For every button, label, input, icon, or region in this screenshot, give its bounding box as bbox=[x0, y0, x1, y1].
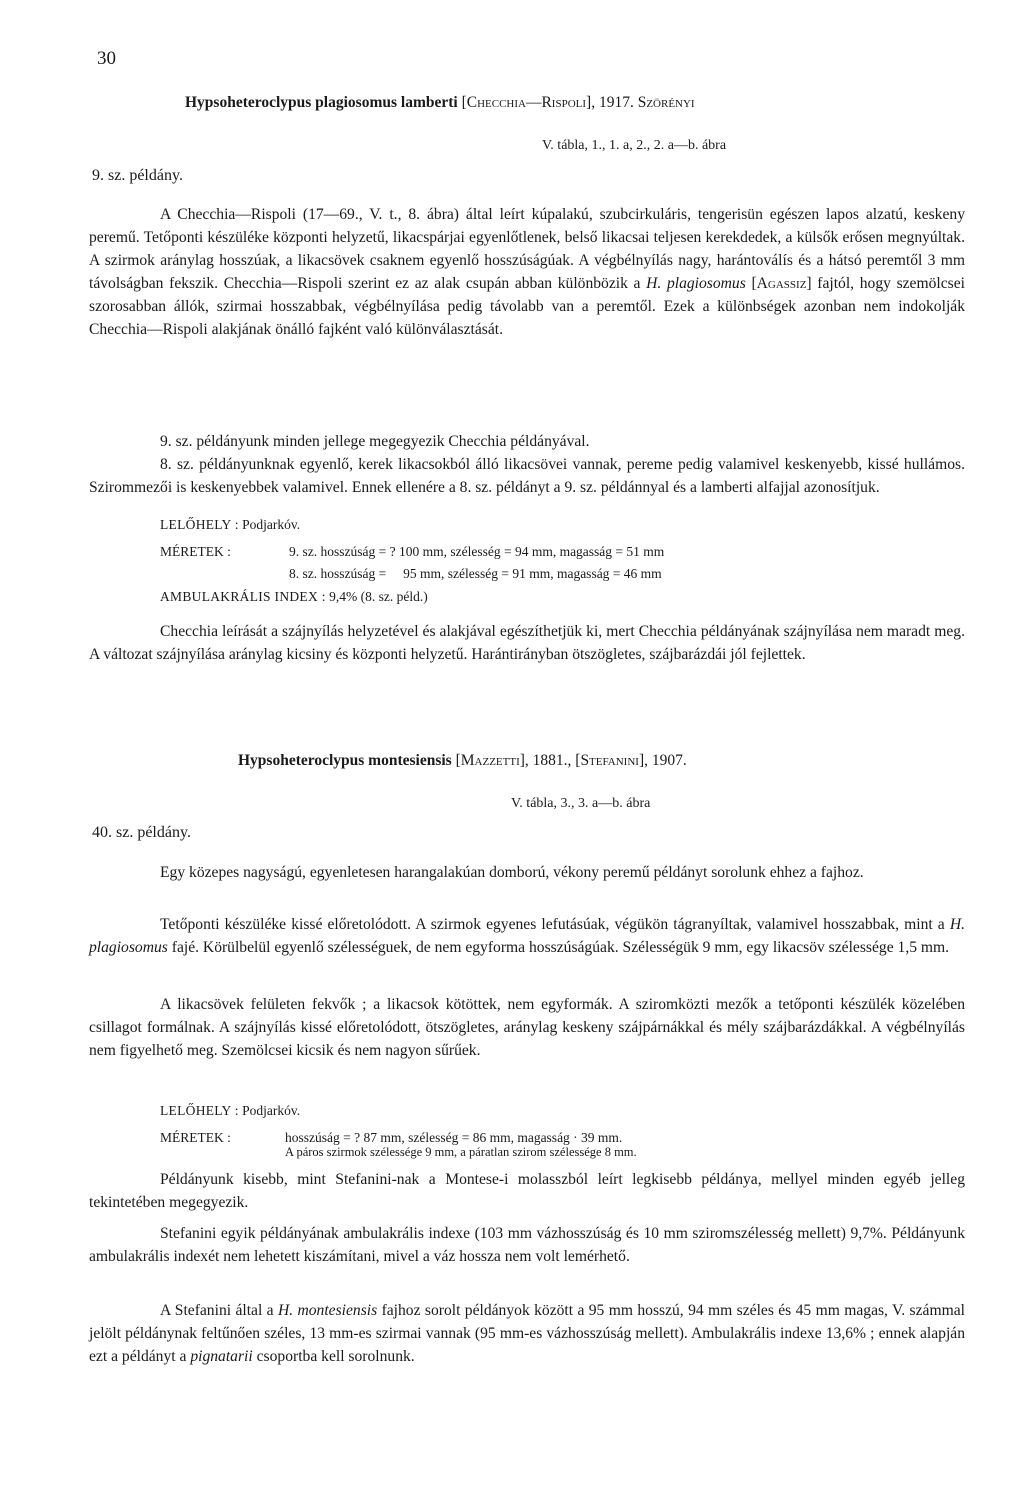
ambulacral-index: AMBULAKRÁLIS INDEX : 9,4% (8. sz. péld.) bbox=[160, 589, 428, 604]
specimen-label: 9. sz. példány. bbox=[92, 167, 183, 184]
measurements-label: MÉRETEK : bbox=[160, 1130, 231, 1145]
paragraph: A Checchia—Rispoli (17—69., V. t., 8. ábra) által leírt kúpalakú, szubcirkuláris, tengerisün egészen lapos alzatú, keskeny peremű. Tetőponti készüléke központi helyzetű, likacspárjai egyenlőtlenek, belső likacsai teljesen kerekdedek, a külsők erősen megnyúltak. A szirmok aránylag hosszúak, a likacsövek csaknem egyenlő hosszúságúak. A végbélnyílás nagy, harántoválís és a hátsó peremtől 3 mm távolságban fekszik. Checchia—Rispoli szerint ez az alak csupán abban különbözik a H. plagiosomus [Agassiz] fajtól, hogy szemölcsei szorosabban állók, szirmai hosszabbak, végbélnyílása pedig távolabb van a peremtől. Ezek a különbségek azonban nem indokolják Checchia—Rispoli alakjának önálló fajként való különválasztását. bbox=[89, 206, 965, 338]
section-title bbox=[238, 752, 687, 770]
measurement-row: 8. sz. hosszúság = 95 mm, szélesség = 91 mm, magasság = 46 mm bbox=[289, 566, 662, 581]
species-author: Szörényi bbox=[637, 94, 695, 111]
measurement-row: hosszúság = ? 87 mm, szélesség = 86 mm, magasság · 39 mm. bbox=[285, 1130, 623, 1145]
paragraph: Stefanini egyik példányának ambulakrális indexe (103 mm vázhosszúság és 10 mm sziromszélesség mellett) 9,7%. Példányunk ambulakrális indexét nem lehetett kiszámítani, mivel a váz hossza nem volt lemérhető. bbox=[89, 1225, 965, 1265]
paragraph: Checchia leírását a szájnyílás helyzetével és alakjával egészíthetjük ki, mert Checchia példányának szájnyílása nem maradt meg. A változat szájnyílása aránylag kicsiny és központi helyzetű. Harántirányban ötszögletes, szájbarázdái jól fejlettek. bbox=[89, 623, 965, 663]
paragraph: A likacsövek felületen fekvők ; a likacsok kötöttek, nem egyformák. A sziromközti mezők a tetőponti készülék közelében csillagot formálnak. A szájnyílás kissé előretolódott, ötszögletes, aránylag keskeny szájpárnákkal és mély szájbarázdákkal. A végbélnyílás nem figyelhető meg. Szemölcsei kicsik és nem nagyon sűrűek. bbox=[89, 996, 965, 1059]
specimen-label: 40. sz. példány. bbox=[92, 824, 191, 841]
paragraph: Példányunk kisebb, mint Stefanini-nak a Montese-i molasszból leírt legkisebb példánya, mellyel minden egyéb jelleg tekintetében megegyezik. bbox=[89, 1171, 965, 1211]
section-title bbox=[185, 94, 695, 112]
plate-reference: V. tábla, 3., 3. a—b. ábra bbox=[511, 796, 651, 811]
plate-reference: V. tábla, 1., 1. a, 2., 2. a—b. ábra bbox=[542, 138, 727, 153]
locality-line: LELŐHELY : Podjarkóv. bbox=[160, 517, 301, 532]
measurements-label: MÉRETEK : bbox=[160, 544, 231, 559]
locality-line: LELŐHELY : Podjarkóv. bbox=[160, 1103, 301, 1118]
paragraph: 9. sz. példányunk minden jellege megegyezik Checchia példányával. bbox=[160, 433, 590, 450]
paragraph: Tetőponti készüléke kissé előretolódott. A szirmok egyenes lefutásúak, végükön tágranyíltak, valamivel hosszabbak, mint a H. plagiosomus fajé. Körülbelül egyenlő szélességuek, de nem egyforma hosszúságúak. Szélességük 9 mm, egy likacsöv szélessége 1,5 mm. bbox=[89, 916, 965, 956]
species-name: Hypsoheteroclypus montesiensis bbox=[238, 752, 452, 769]
measurement-row: A páros szirmok szélessége 9 mm, a páratlan szirom szélessége 8 mm. bbox=[285, 1145, 637, 1159]
measurement-row: 9. sz. hosszúság = ? 100 mm, szélesség = 94 mm, magasság = 51 mm bbox=[289, 544, 665, 559]
page-number: 30 bbox=[97, 48, 116, 69]
paragraph: A Stefanini által a H. montesiensis fajhoz sorolt példányok között a 95 mm hosszú, 94 mm széles és 45 mm magas, V. számmal jelölt példánynak feltűnően széles, 13 mm-es szirmai vannak (95 mm-es vázhosszúság mellett). Ambulakrális indexe 13,6% ; ennek alapján ezt a példányt a pignatarii csoportba kell sorolnunk. bbox=[89, 1302, 965, 1365]
species-authority: [Mazzetti], 1881., [Stefanini], 1907. bbox=[455, 752, 687, 769]
species-authority: [Checchia—Rispoli], 1917. bbox=[461, 94, 634, 111]
paragraph: Egy közepes nagyságú, egyenletesen harangalakúan domború, vékony peremű példányt sorolunk ehhez a fajhoz. bbox=[160, 864, 864, 881]
paragraph: 8. sz. példányunknak egyenlő, kerek likacsokból álló likacsövei vannak, pereme pedig valamivel keskenyebb, kissé hullámos. Szirommezői is keskenyebbek valamivel. Ennek ellenére a 8. sz. példányt a 9. sz. példánnyal és a lamberti alfajjal azonosítjuk. bbox=[89, 456, 965, 496]
species-name: Hypsoheteroclypus plagiosomus lamberti bbox=[185, 94, 458, 111]
